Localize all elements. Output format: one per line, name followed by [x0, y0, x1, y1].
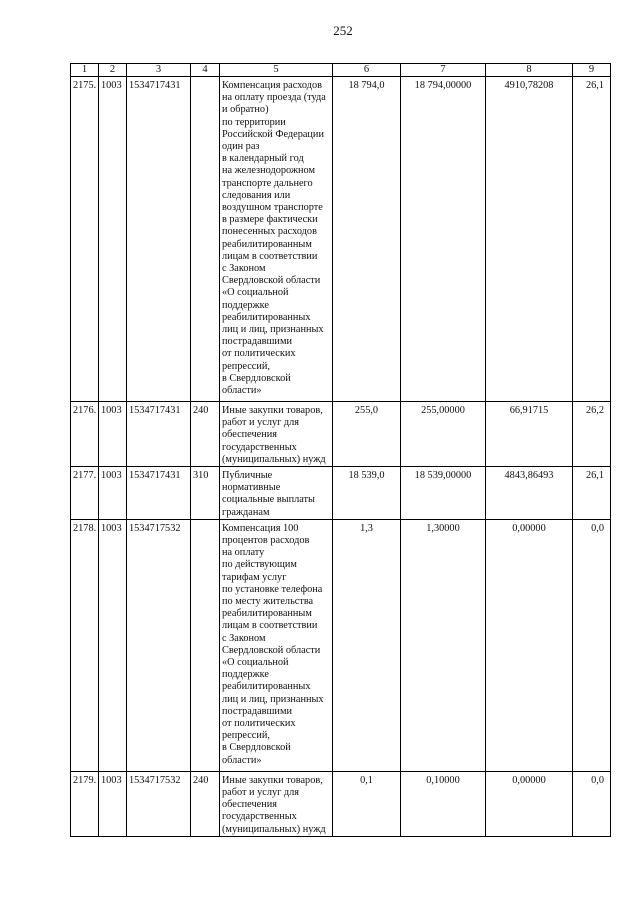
column-header-7: 7 [401, 64, 486, 77]
plan-amount-cell: 255,0 [333, 402, 401, 467]
description-line: Публичные [222, 470, 273, 482]
executed-amount-cell: 0,00000 [486, 771, 573, 836]
description-line: работ и услуг для [222, 417, 300, 429]
description-line: от политических [222, 718, 296, 730]
description-line: (муниципальных) нужд [222, 823, 326, 835]
expense-type-cell [191, 77, 220, 402]
description-line: репрессий, [222, 360, 270, 372]
description-line: Свердловской области [222, 644, 321, 656]
column-header-3: 3 [127, 64, 191, 77]
description-line: лицам в соответствии [222, 620, 318, 632]
target-article-cell: 1534717431 [127, 402, 191, 467]
percent-cell: 0,0 [573, 519, 611, 771]
description-line: области» [222, 385, 262, 397]
executed-amount-cell: 4910,78208 [486, 77, 573, 402]
description-line: воздушном транспорте [222, 202, 323, 214]
description-line: лиц и лиц, признанных [222, 693, 324, 705]
approved-amount-cell: 18 794,00000 [401, 77, 486, 402]
description-line: следования или [222, 189, 291, 201]
description-line: и обратно) [222, 104, 269, 116]
description-line: по территории [222, 116, 286, 128]
table-row [71, 519, 611, 771]
table-row [71, 467, 611, 520]
description-line: реабилитированным [222, 238, 312, 250]
description-line: с Законом [222, 263, 266, 275]
description-line: пострадавшими [222, 705, 292, 717]
description-line: области» [222, 754, 262, 766]
column-header-6: 6 [333, 64, 401, 77]
description-line: на оплату проезда (туда [222, 92, 326, 104]
row-number-cell: 2177. [71, 467, 99, 520]
description-line: Иные закупки товаров, [222, 405, 323, 416]
percent-cell: 26,1 [573, 467, 611, 520]
description-line: в календарный год [222, 153, 304, 165]
description-line: по месту жительства [222, 596, 314, 608]
row-number-cell: 2178. [71, 519, 99, 771]
description-line: гражданам [222, 506, 270, 518]
plan-amount-cell: 18 794,0 [333, 77, 401, 402]
description-line: от политических [222, 348, 296, 360]
description-line: реабилитированных [222, 681, 311, 693]
target-article-cell: 1534717532 [127, 519, 191, 771]
description-line: государственных [222, 441, 297, 453]
approved-amount-cell: 18 539,00000 [401, 467, 486, 520]
description-line: тарифам услуг [222, 571, 287, 583]
description-line: один раз [222, 141, 260, 153]
column-header-2: 2 [99, 64, 127, 77]
table-body [71, 77, 611, 837]
description-line: Компенсация расходов [222, 80, 323, 91]
description-cell [220, 519, 333, 771]
description-cell [220, 77, 333, 402]
plan-amount-cell: 1,3 [333, 519, 401, 771]
approved-amount-cell: 255,00000 [401, 402, 486, 467]
approved-amount-cell: 0,10000 [401, 771, 486, 836]
description-line: Иные закупки товаров, [222, 774, 323, 786]
table-row [71, 77, 611, 402]
target-article-cell: 1534717431 [127, 77, 191, 402]
column-header-1: 1 [71, 64, 99, 77]
section-code-cell: 1003 [99, 519, 127, 771]
description-cell [220, 402, 333, 467]
description-line: пострадавшими [222, 336, 292, 348]
expense-type-cell: 240 [191, 771, 220, 836]
description-line: «О социальной [222, 657, 289, 669]
column-header-8: 8 [486, 64, 573, 77]
description-line: репрессий, [222, 730, 270, 742]
description-line: «О социальной [222, 287, 289, 299]
column-header-4: 4 [191, 64, 220, 77]
description-line: процентов расходов [222, 535, 310, 547]
description-cell [220, 771, 333, 836]
section-code-cell: 1003 [99, 402, 127, 467]
description-line: с Законом [222, 632, 266, 644]
target-article-cell: 1534717532 [127, 771, 191, 836]
description-line: в Свердловской [222, 372, 291, 384]
description-line: социальные выплаты [222, 494, 315, 506]
plan-amount-cell: 0,1 [333, 771, 401, 836]
row-number-cell: 2176. [71, 402, 99, 467]
description-line: работ и услуг для [222, 787, 300, 799]
description-line: поддержке [222, 299, 269, 311]
budget-table [70, 63, 611, 837]
description-line: по установке телефона [222, 583, 323, 595]
description-line: транспорте дальнего [222, 177, 313, 189]
description-line: поддержке [222, 669, 269, 681]
column-header-5: 5 [220, 64, 333, 77]
description-line: нормативные [222, 482, 281, 494]
table-header [71, 64, 611, 77]
row-number-cell: 2179. [71, 771, 99, 836]
executed-amount-cell: 0,00000 [486, 519, 573, 771]
expense-type-cell: 240 [191, 402, 220, 467]
percent-cell: 26,1 [573, 77, 611, 402]
percent-cell: 26,2 [573, 402, 611, 467]
expense-type-cell: 310 [191, 467, 220, 520]
description-line: на железнодорожном [222, 165, 315, 177]
target-article-cell: 1534717431 [127, 467, 191, 520]
description-line: обеспечения [222, 799, 277, 811]
approved-amount-cell: 1,30000 [401, 519, 486, 771]
description-line: на оплату [222, 547, 265, 559]
executed-amount-cell: 4843,86493 [486, 467, 573, 520]
expense-type-cell [191, 519, 220, 771]
section-code-cell: 1003 [99, 771, 127, 836]
description-line: Компенсация 100 [222, 522, 299, 534]
description-line: лиц и лиц, признанных [222, 324, 324, 336]
description-line: государственных [222, 811, 297, 823]
description-line: реабилитированных [222, 311, 311, 323]
table-row [71, 771, 611, 836]
row-number-cell: 2175. [71, 77, 99, 402]
description-line: по действующим [222, 559, 297, 571]
header-row [71, 64, 611, 77]
description-line: понесенных расходов [222, 226, 317, 238]
description-line: Российской Федерации [222, 128, 324, 140]
column-header-9: 9 [573, 64, 611, 77]
description-line: в размере фактически [222, 214, 318, 226]
percent-cell: 0,0 [573, 771, 611, 836]
description-line: лицам в соответствии [222, 250, 318, 262]
section-code-cell: 1003 [99, 77, 127, 402]
description-line: (муниципальных) нужд [222, 453, 326, 465]
description-line: в Свердловской [222, 742, 291, 754]
description-line: реабилитированным [222, 608, 312, 620]
section-code-cell: 1003 [99, 467, 127, 520]
plan-amount-cell: 18 539,0 [333, 467, 401, 520]
description-line: обеспечения [222, 429, 277, 441]
description-line: Свердловской области [222, 275, 321, 287]
page-number: 252 [333, 23, 353, 38]
description-cell [220, 467, 333, 520]
table-row [71, 402, 611, 467]
executed-amount-cell: 66,91715 [486, 402, 573, 467]
